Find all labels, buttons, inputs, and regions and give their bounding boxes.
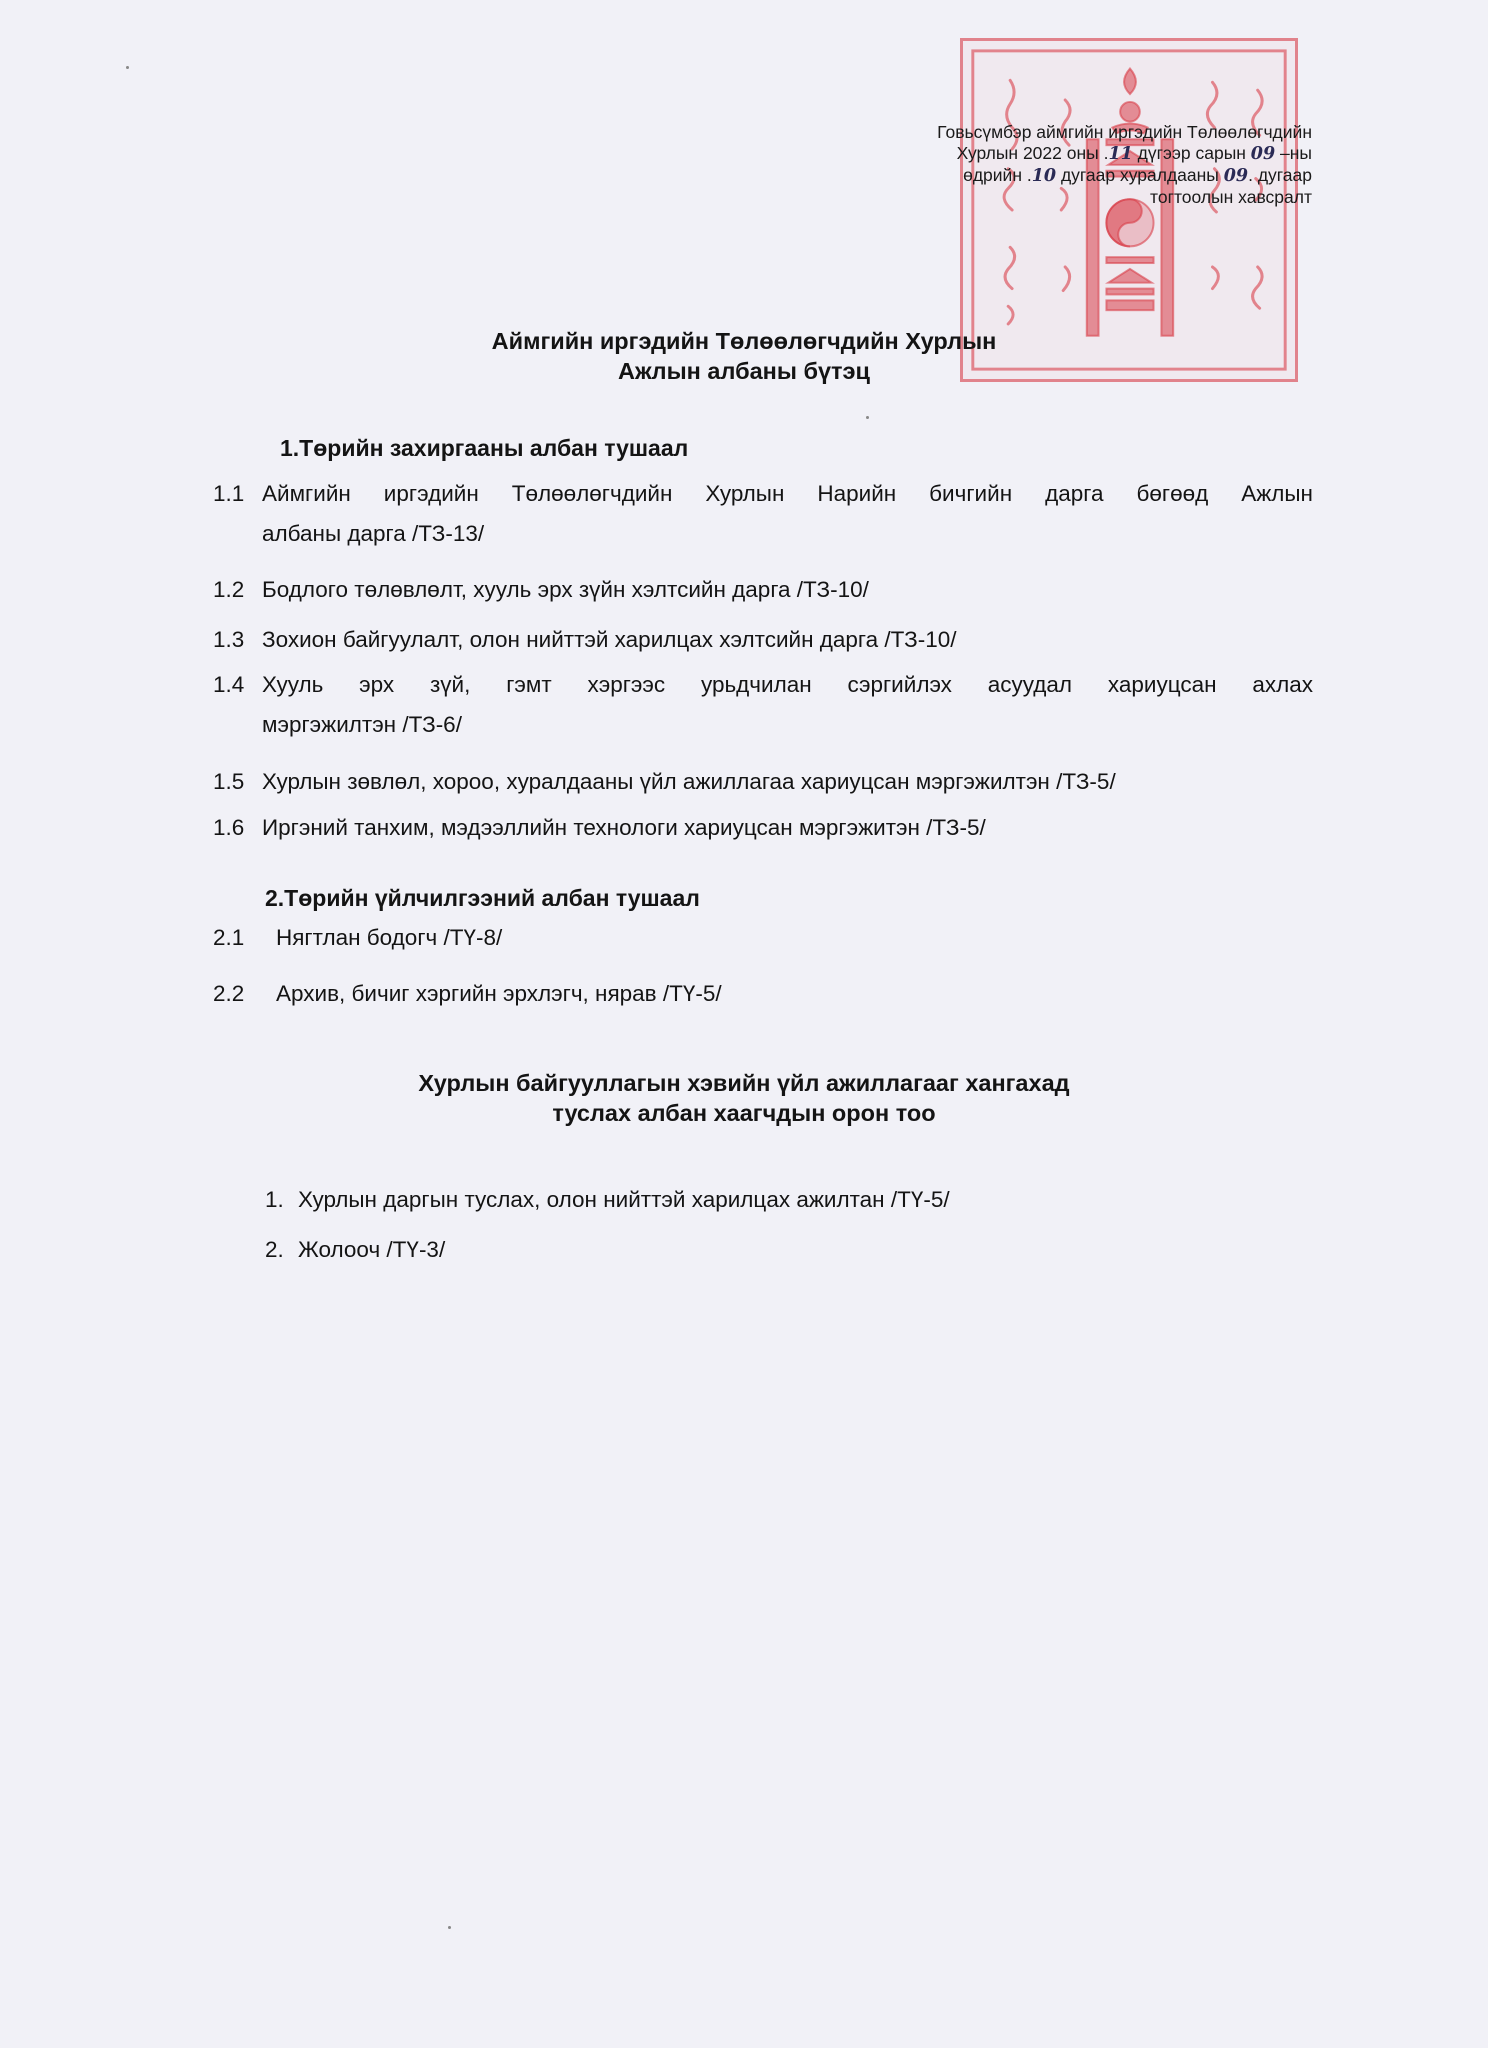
list-item: [213, 570, 1313, 610]
list-item: [213, 665, 1313, 745]
item-text: Нягтлан бодогч /ТҮ-8/: [276, 925, 503, 950]
item-text: Зохион байгуулалт, олон нийттэй харилцах хэлтсийн дарга /ТЗ-10/: [262, 627, 957, 652]
annex-line-2: Хурлын 2022 оны .11 дүгээр сарын 09 –ны: [956, 143, 1312, 164]
item-number: 2.: [265, 1237, 284, 1262]
item-number: 1.2: [213, 577, 245, 602]
item-number: 2.2: [213, 981, 245, 1006]
item-number: 2.1: [213, 925, 245, 950]
item-number: 1.4: [213, 672, 245, 697]
section-3-heading-line-1: Хурлын байгууллагын хэвийн үйл ажиллагааг хангахад: [418, 1070, 1070, 1096]
annex-line-1: Говьсүмбэр аймгийн иргэдийн Төлөөлөгчдийн: [937, 122, 1312, 142]
section-2-heading: 2.Төрийн үйлчилгээний албан тушаал: [265, 885, 700, 911]
list-item: [213, 620, 1313, 660]
item-number: 1.6: [213, 815, 245, 840]
annex-note: [752, 122, 1312, 208]
scan-speck: [866, 416, 869, 419]
item-number: 1.3: [213, 627, 245, 652]
title-line-2: Ажлын албаны бүтэц: [618, 358, 870, 384]
item-text-continued: мэргэжилтэн /ТЗ-6/: [262, 712, 462, 737]
scan-speck: [126, 66, 129, 69]
handwritten-month: 09: [1250, 144, 1276, 164]
section-3-heading-line-2: туслах албан хаагчдын орон тоо: [552, 1100, 936, 1126]
title-line-1: Аймгийн иргэдийн Төлөөлөгчдийн Хурлын: [491, 328, 997, 354]
item-text: Хурлын даргын туслах, олон нийттэй харилцах ажилтан /ТҮ-5/: [298, 1187, 950, 1212]
handwritten-day: 11: [1108, 144, 1133, 164]
annex-line-3: өдрийн .10 дугаар хуралдааны 09. дугаар: [963, 165, 1312, 186]
annex-line-4: тогтоолын хавсралт: [1150, 187, 1312, 207]
item-text: Аймгийн иргэдийн Төлөөлөгчдийн Хурлын Нарийн бичгийн дарга бөгөөд Ажлын: [262, 481, 1313, 506]
section-1-heading: 1.Төрийн захиргааны албан тушаал: [280, 435, 689, 461]
handwritten-session: 10: [1031, 166, 1057, 186]
item-text: Бодлого төлөвлөлт, хууль эрх зүйн хэлтсийн дарга /ТЗ-10/: [262, 577, 869, 602]
item-text-continued: албаны дарга /ТЗ-13/: [262, 521, 485, 546]
item-number: 1.1: [213, 481, 245, 506]
list-item: [213, 808, 1313, 848]
item-text: Хууль эрх зүй, гэмт хэргээс урьдчилан сэргийлэх асуудал хариуцсан ахлах: [262, 672, 1313, 697]
item-number: 1.5: [213, 769, 245, 794]
list-item: [213, 974, 722, 1014]
list-item: [265, 1180, 950, 1220]
section-3-heading: [0, 1068, 1488, 1128]
document-title: [0, 326, 1488, 386]
list-item: [213, 918, 502, 958]
item-text: Жолооч /ТҮ-3/: [298, 1237, 446, 1262]
item-text: Хурлын зөвлөл, хороо, хуралдааны үйл ажиллагаа хариуцсан мэргэжилтэн /ТЗ-5/: [262, 769, 1116, 794]
handwritten-resolution-no: 09: [1223, 166, 1249, 186]
scan-speck: [448, 1926, 451, 1929]
list-item: [265, 1230, 445, 1270]
item-text: Иргэний танхим, мэдээллийн технологи хариуцсан мэргэжитэн /ТЗ-5/: [262, 815, 986, 840]
list-item: [213, 762, 1313, 802]
list-item: [213, 474, 1313, 554]
item-text: Архив, бичиг хэргийн эрхлэгч, нярав /ТҮ-5/: [276, 981, 722, 1006]
item-number: 1.: [265, 1187, 284, 1212]
